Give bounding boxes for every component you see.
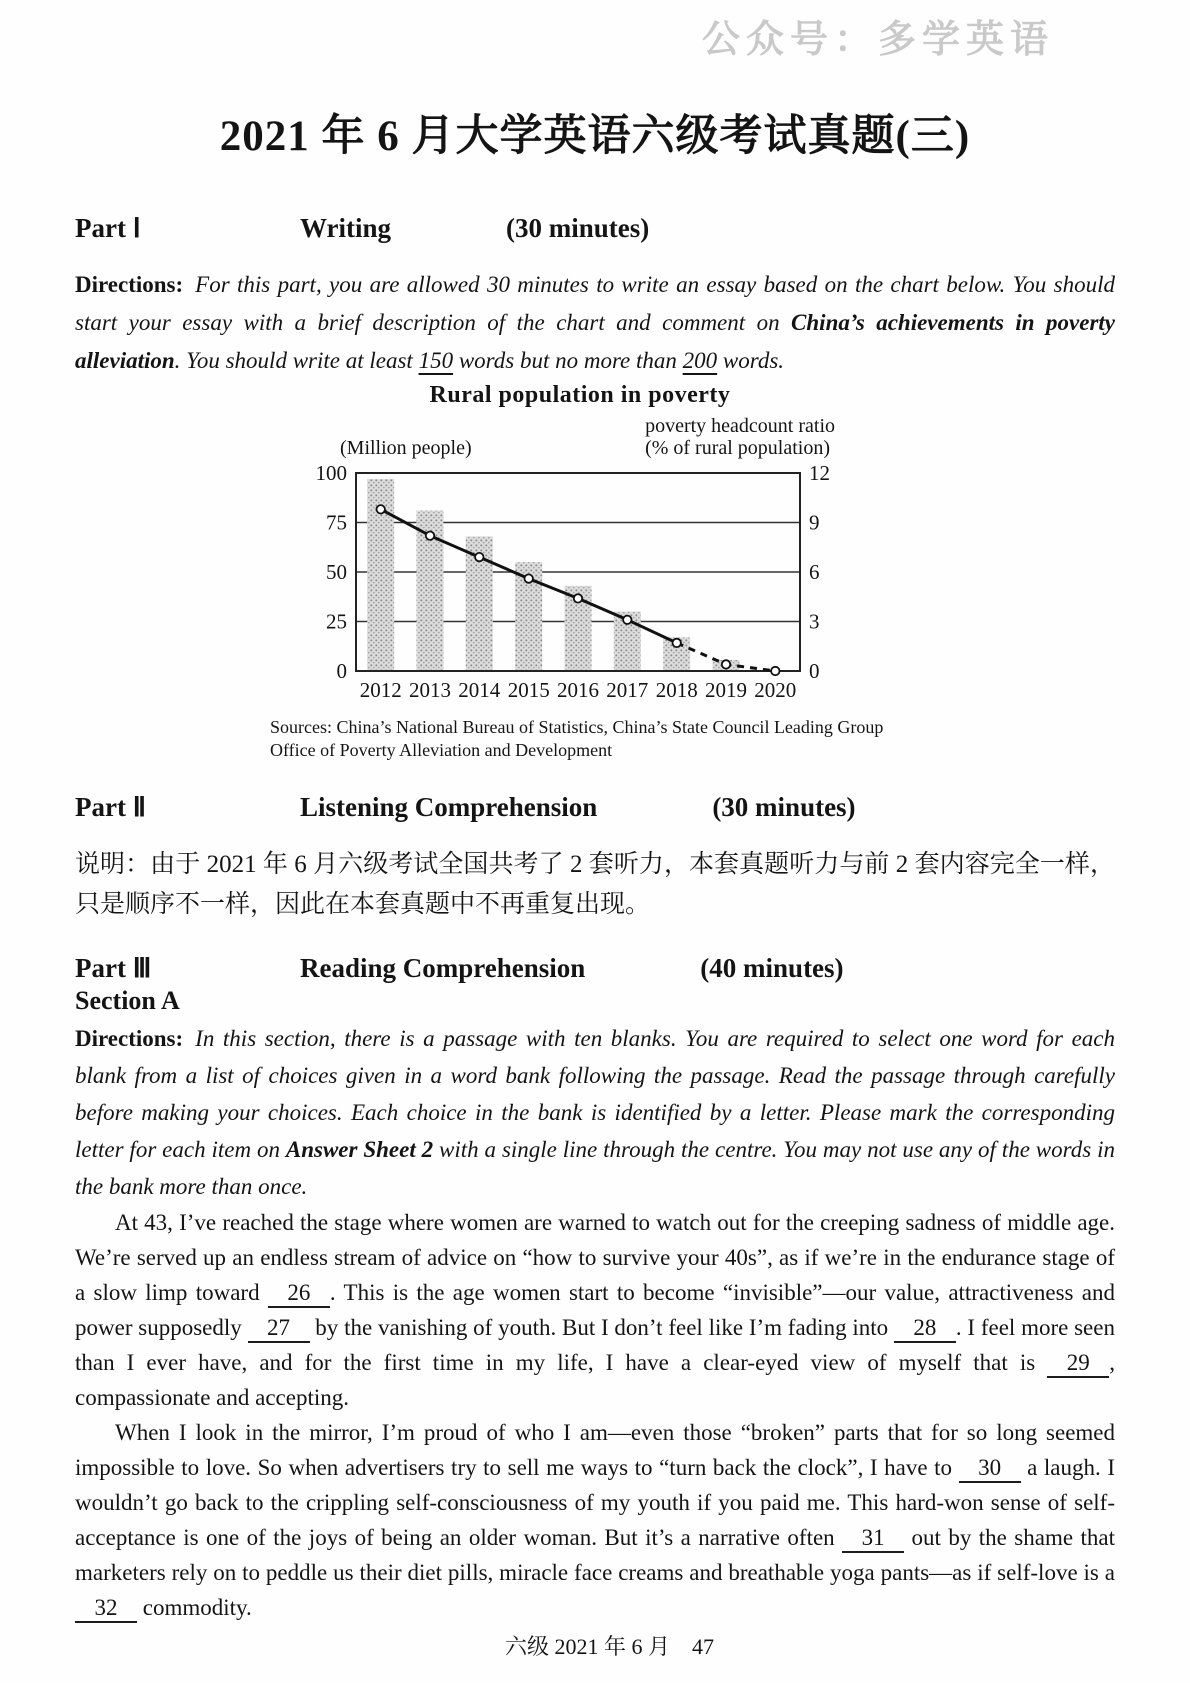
- watermark: 公众号：多学英语: [702, 19, 1055, 61]
- svg-text:12: 12: [809, 461, 830, 485]
- svg-text:2012: 2012: [359, 678, 402, 702]
- svg-text:0: 0: [336, 659, 347, 683]
- blank-32: 32: [75, 1595, 137, 1623]
- chart-axis-captions: [300, 415, 860, 459]
- writing-directions-label: Directions:: [75, 272, 184, 297]
- cloze-passage: [75, 1205, 1115, 1625]
- part-2-heading: [75, 792, 1115, 823]
- part-2-name: Listening Comprehension: [300, 792, 598, 822]
- section-a-heading: Section A: [75, 986, 180, 1015]
- left-axis-caption: (Million people): [340, 437, 472, 459]
- right-axis-caption-line2: (% of rural population): [645, 437, 831, 459]
- svg-text:50: 50: [326, 560, 347, 584]
- blank-27: 27: [248, 1315, 310, 1343]
- poverty-chart-plot: [300, 459, 860, 705]
- part-1-heading: [75, 213, 1115, 244]
- part-3-label: Part Ⅲ: [75, 953, 152, 983]
- svg-text:2016: 2016: [557, 678, 599, 702]
- part-2-duration: (30 minutes): [712, 792, 856, 822]
- page-title: 2021 年 6 月大学英语六级考试真题(三): [219, 113, 971, 160]
- svg-text:2013: 2013: [409, 678, 451, 702]
- passage-paragraph-2: When I look in the mirror, I’m proud of who I am—even those “broken” parts that for so long seemed impossible to love. So when advertisers try to sell me ways to “turn back the clock”, I have to 30 a laugh. I wouldn’t go back to the crippling self-consciousness of my youth if you paid me. This hard-won sense of self-acceptance is one of the joys of being an older woman. But it’s a narrative often 31 out by the shame that marketers rely on to peddle us their diet pills, miracle face creams and breathable yoga pants—as if self-love is a 32 commodity.: [75, 1415, 1115, 1625]
- blank-30: 30: [959, 1455, 1021, 1483]
- blank-26: 26: [268, 1280, 330, 1308]
- writing-directions: [75, 266, 1115, 380]
- svg-text:2017: 2017: [606, 678, 649, 702]
- svg-text:2014: 2014: [458, 678, 501, 702]
- svg-text:3: 3: [809, 609, 820, 634]
- part-1-duration: (30 minutes): [506, 213, 650, 243]
- part-3-duration: (40 minutes): [700, 953, 844, 983]
- chart-sources: Sources: China’s National Bureau of Statistics, China’s State Council Leading Group Office of Poverty Alleviation and Development: [270, 717, 884, 760]
- blank-31: 31: [842, 1525, 904, 1553]
- chart-title: Rural population in poverty: [429, 382, 731, 408]
- reading-directions-text: In this section, there is a passage with ten blanks. You are required to select one word for each blank from a list of choices given in a word bank following the passage. Read the passage through carefully before making your choices. Each choice in the bank is identified by a letter. Please mark the corresponding letter for each item on Answer Sheet 2 with a single line through the centre. You may not use any of the words in the bank more than once.: [75, 1026, 1115, 1199]
- part-1-label: Part Ⅰ: [75, 213, 141, 243]
- svg-text:2019: 2019: [705, 678, 747, 702]
- part-1-name: Writing: [300, 213, 392, 243]
- blank-29: 29: [1047, 1350, 1109, 1378]
- svg-text:9: 9: [809, 510, 820, 535]
- listening-note: 说明：由于 2021 年 6 月六级考试全国共考了 2 套听力，本套真题听力与前 2 套内容完全一样，只是顺序不一样，因此在本套真题中不再重复出现。: [75, 851, 1115, 918]
- passage-paragraph-1: At 43, I’ve reached the stage where women are warned to watch out for the creeping sadness of middle age. We’re served up an endless stream of advice on “how to survive your 40s”, as if we’re in the endurance stage of a slow limp toward 26 . This is the age women start to become “invisible”—our value, attractiveness and power supposedly 27 by the vanishing of youth. But I don’t feel like I’m fading into 28 . I feel more seen than I ever have, and for the first time in my life, I have a clear-eyed view of myself that is 29 , compassionate and accepting.: [75, 1210, 1115, 1410]
- svg-text:2018: 2018: [655, 678, 698, 702]
- poverty-chart: [270, 382, 884, 762]
- svg-text:75: 75: [326, 510, 347, 535]
- svg-text:100: 100: [315, 461, 347, 485]
- part-3-heading: [75, 953, 1115, 984]
- part-2-label: Part Ⅱ: [75, 792, 147, 822]
- svg-text:25: 25: [326, 609, 347, 634]
- right-axis-caption: [645, 415, 835, 459]
- blank-28: 28: [894, 1315, 956, 1343]
- reading-directions-label: Directions:: [75, 1026, 184, 1051]
- svg-text:2020: 2020: [754, 678, 797, 702]
- part-3-name: Reading Comprehension: [300, 953, 586, 983]
- writing-directions-text: For this part, you are allowed 30 minutes to write an essay based on the chart below. You should start your essay with a brief description of the chart and comment on China’s achievements in poverty alleviation. You should write at least 150 words but no more than 200 words.: [75, 272, 1115, 373]
- svg-text:2015: 2015: [507, 678, 550, 702]
- svg-text:0: 0: [809, 659, 820, 683]
- right-axis-caption-line1: poverty headcount ratio: [645, 415, 835, 437]
- svg-text:6: 6: [809, 560, 820, 584]
- reading-directions: [75, 1020, 1115, 1205]
- page-footer: 六级 2021 年 6 月 47: [505, 1634, 715, 1659]
